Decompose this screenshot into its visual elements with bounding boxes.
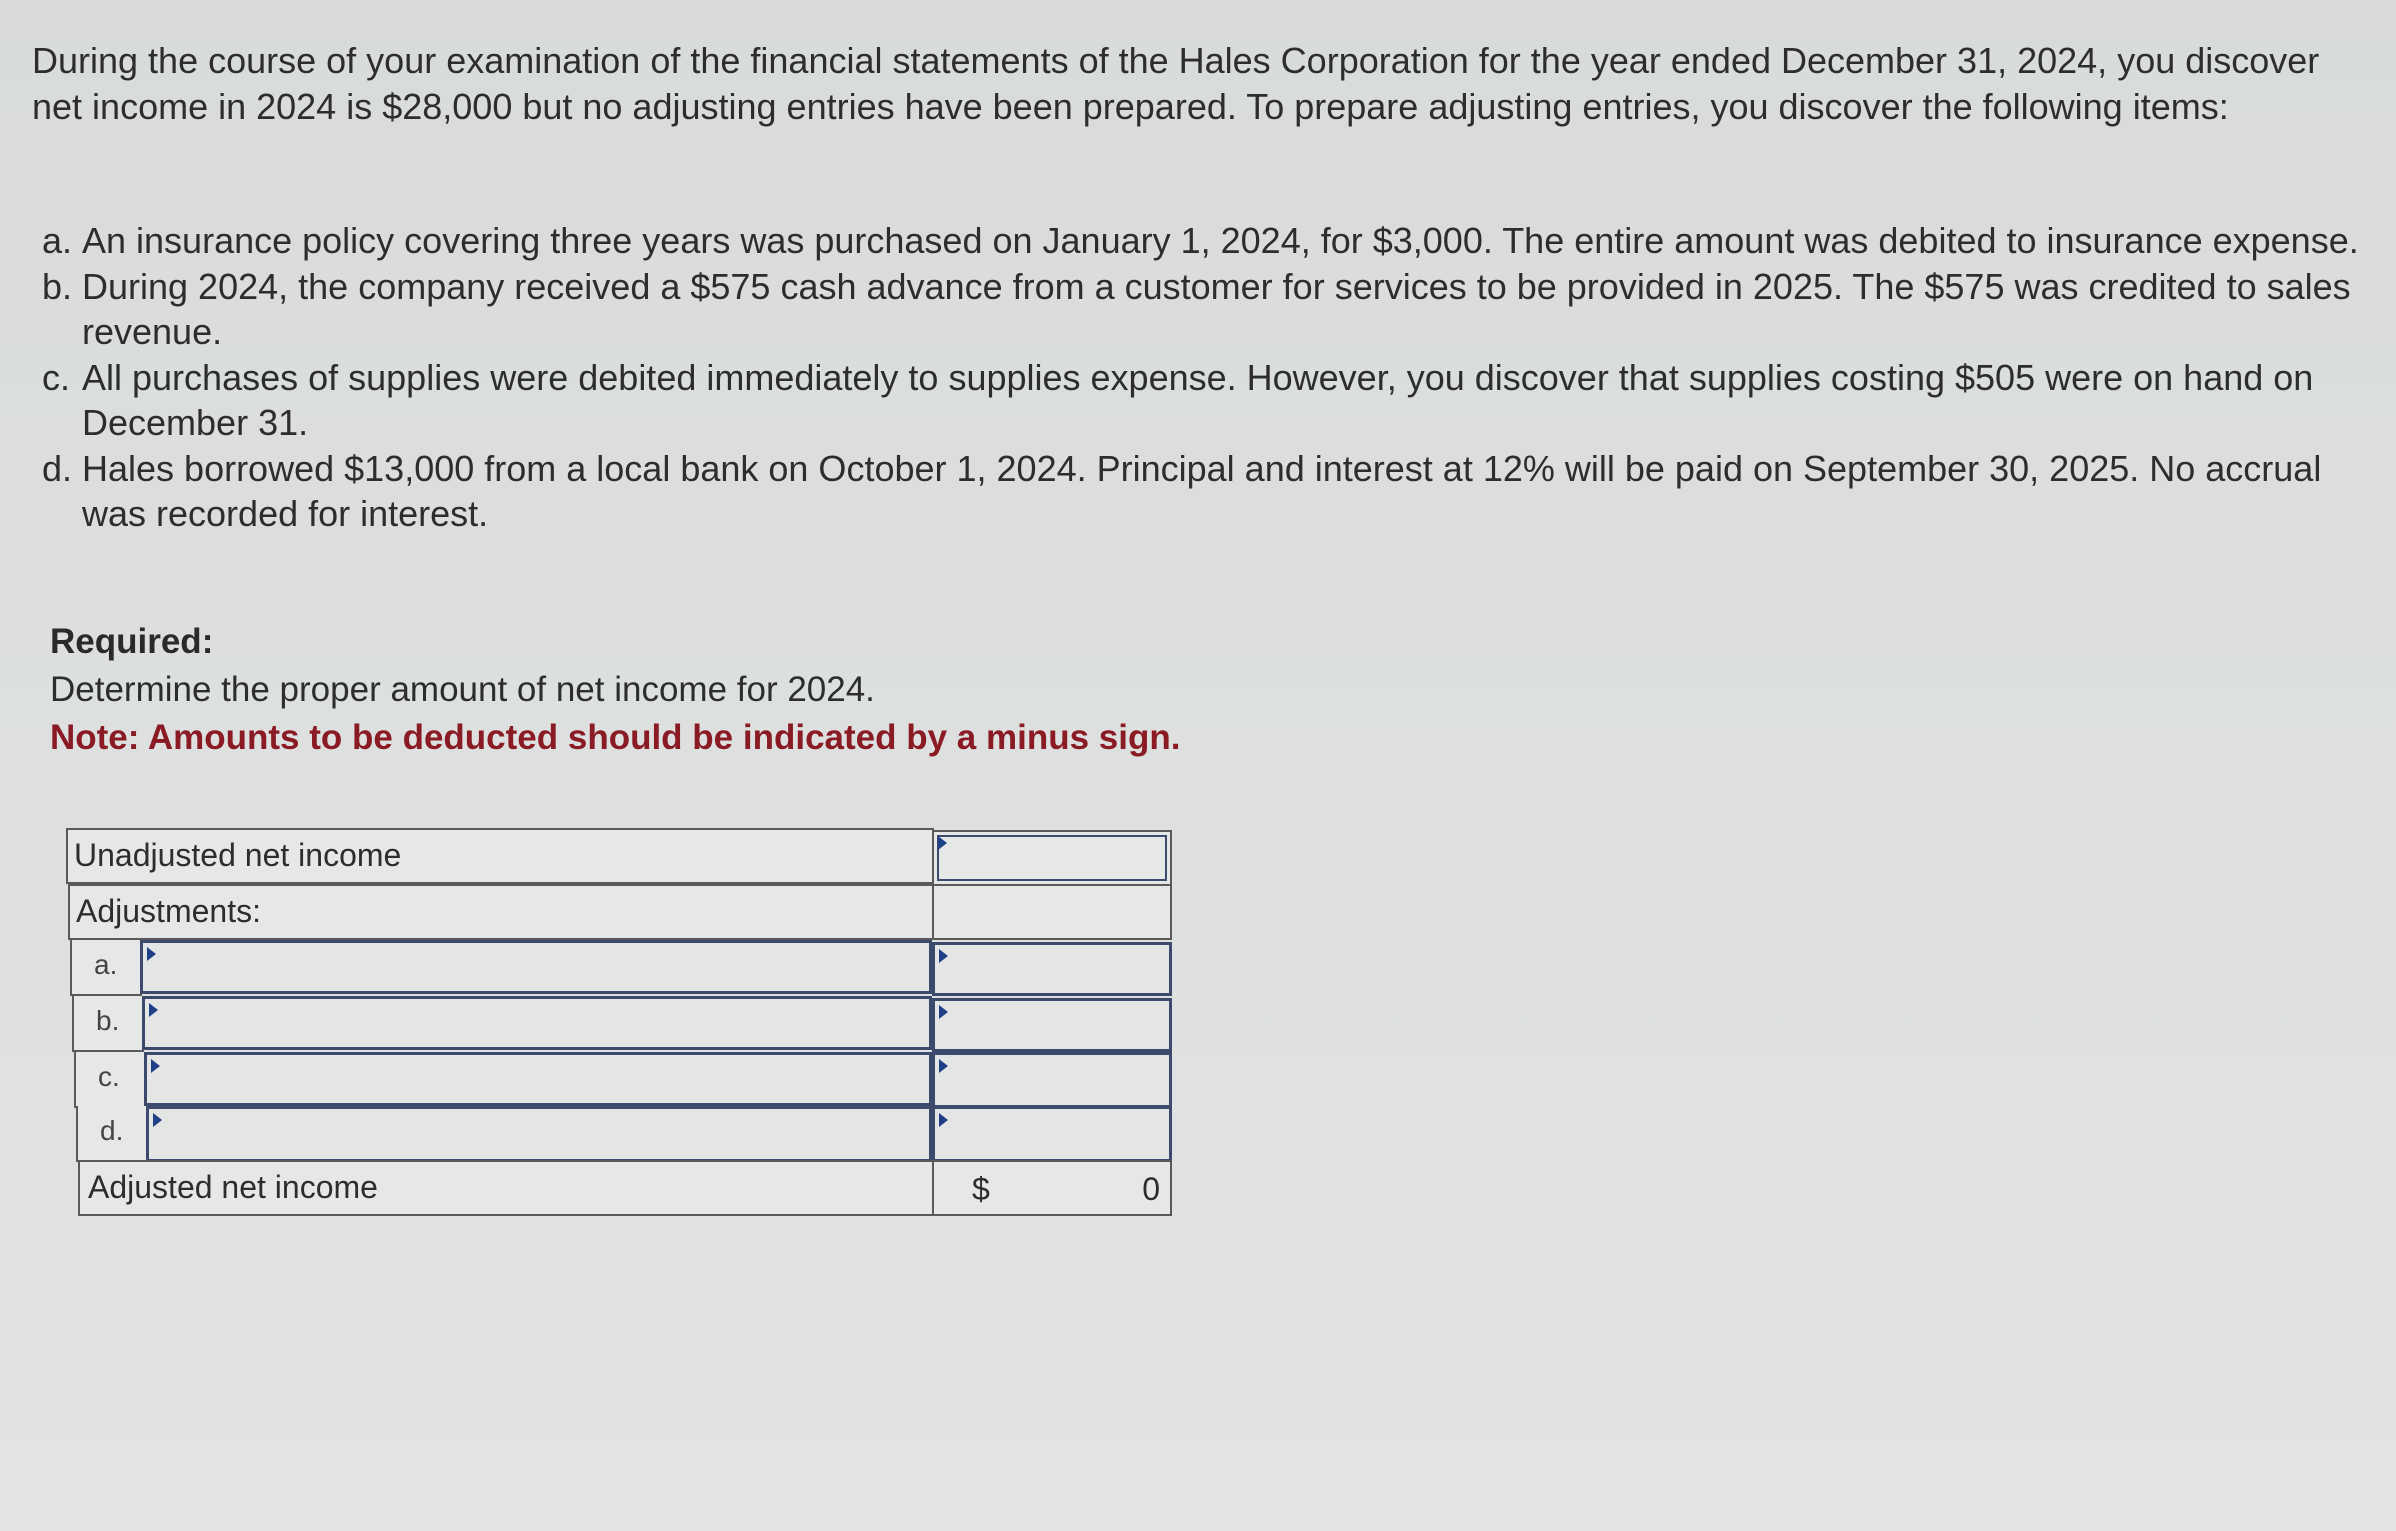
list-item <box>42 446 2362 536</box>
list-item <box>42 218 2362 263</box>
adjustment-amount-input-d[interactable] <box>932 1106 1172 1162</box>
adjustment-description-select-b[interactable] <box>142 996 932 1050</box>
adjusted-net-income-label: Adjusted net income <box>78 1160 934 1216</box>
required-instruction: Determine the proper amount of net income for 2024. <box>50 670 875 709</box>
adjustment-letter: a. <box>70 940 142 996</box>
adjusted-net-income-total <box>932 1160 1172 1216</box>
adjustment-letter: c. <box>74 1052 146 1108</box>
adjustment-description-select-d[interactable] <box>146 1106 932 1162</box>
adjustment-description-select-a[interactable] <box>140 940 932 994</box>
adjustments-label: Adjustments: <box>68 884 934 940</box>
item-marker: c. <box>42 357 71 398</box>
required-note: Note: Amounts to be deducted should be indicated by a minus sign. <box>50 718 1181 757</box>
dropdown-marker-icon <box>939 1059 948 1073</box>
item-marker: a. <box>42 220 73 261</box>
unadjusted-net-income-label: Unadjusted net income <box>66 828 934 884</box>
list-item <box>42 355 2362 445</box>
adjustment-description-select-c[interactable] <box>144 1052 932 1106</box>
dropdown-marker-icon <box>153 1113 162 1127</box>
item-marker: b. <box>42 266 73 307</box>
unadjusted-net-income-input[interactable] <box>932 830 1172 886</box>
adjustments-amount-cell <box>932 884 1172 940</box>
input-box[interactable] <box>937 835 1167 881</box>
problem-intro: During the course of your examination of the financial statements of the Hales Corporation for the year ended December 31, 2024, you discover net income in 2024 is $28,000 but no adjusting entries have been prepared. To prepare adjusting entries, you discover the following items: <box>32 40 2320 127</box>
dropdown-marker-icon <box>147 947 156 961</box>
list-item <box>42 264 2362 354</box>
item-text: An insurance policy covering three years was purchased on January 1, 2024, for $3,000. The entire amount was debited to insurance expense. <box>82 220 2359 261</box>
item-text: All purchases of supplies were debited immediately to supplies expense. However, you discover that supplies costing $505 were on hand on December 31. <box>82 357 2314 443</box>
item-text: During 2024, the company received a $575 cash advance from a customer for services to be provided in 2025. The $575 was credited to sales revenue. <box>82 266 2351 352</box>
dropdown-marker-icon <box>939 1005 948 1019</box>
required-section <box>50 618 1450 762</box>
currency-symbol: $ <box>972 1171 990 1207</box>
adjusted-net-income-value: 0 <box>1142 1171 1160 1207</box>
dropdown-marker-icon <box>939 1113 948 1127</box>
item-marker: d. <box>42 448 73 489</box>
dropdown-marker-icon <box>939 949 948 963</box>
item-text: Hales borrowed $13,000 from a local bank on October 1, 2024. Principal and interest at 12% will be paid on September 30, 2025. No accrual was recorded for interest. <box>82 448 2322 534</box>
adjustment-amount-input-c[interactable] <box>932 1052 1172 1108</box>
dropdown-marker-icon <box>149 1003 158 1017</box>
adjustment-letter: b. <box>72 996 144 1052</box>
adjustment-amount-input-b[interactable] <box>932 998 1172 1052</box>
required-title: Required: <box>50 622 214 661</box>
dropdown-marker-icon <box>151 1059 160 1073</box>
dropdown-marker-icon <box>938 836 947 850</box>
adjustment-amount-input-a[interactable] <box>932 942 1172 996</box>
items-list <box>42 218 2362 537</box>
adjustment-letter: d. <box>76 1106 148 1162</box>
